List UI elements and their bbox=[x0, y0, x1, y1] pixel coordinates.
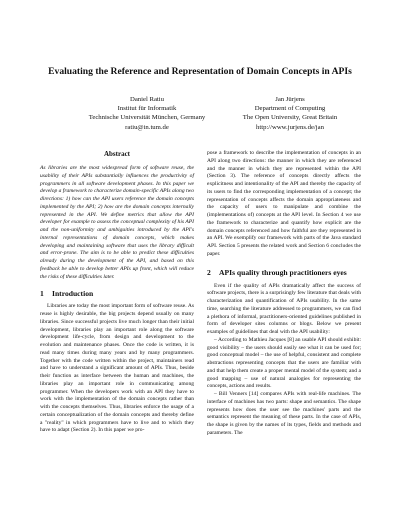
introduction-continued-paragraph: pose a framework to describe the implementation of concepts in an API along two directions: the manner in which they are referenced and the manner in which they are represented within the API (Section 3). The reference of concepts directly affects the explicitness and intentionality of the API and thereby the capacity of its users to find the corresponding implementation of a concept; the representation of concepts affects the domain appropriateness and the capacity of users to manipulate and combine the (implementations of) concepts at the API level. In Section 4 we use the framework to characterize and quantify how explicit are the domain concepts referenced and how faithful are they represented in an API. We exemplify our framework with parts of the Java standard API. Section 5 presents the related work and Section 6 concludes the paper. bbox=[207, 150, 361, 257]
section2-paragraph-1: Even if the quality of APIs dramatically affect the success of software projects, there is a surprisingly few literature that deals with characterization and quantification of APIs usability. In the same time, searching the literature addressed to programmers, we can find a plethora of informal, practitioners-oriented guidelines published in form of developer sites columns or blogs. Below we present examples of guidelines that deal with the API usability: bbox=[207, 282, 361, 335]
section-title: APIs quality through practitioners eyes bbox=[219, 267, 347, 277]
introduction-paragraph: Libraries are today the most important form of software reuse. As reuse is highly desirable, the big projects depend usually on many libraries. Since successful projects live much longer than their initial development, libraries play an important role along the software development life-cycle, from design and development to the evolution and maintenance phases. Once the code is written, it is read many times during many years and by many programmers. Together with the code written within the project, maintainers read and have to understand a significant amount of APIs. Thus, beside their function as interface between the human and machines, the libraries play an important role in communicating among programmer. When the developers work with an API they have to work with the implementation of the domain concepts rather than with the concepts themselves. Thus, libraries enforce the usage of a certain conceptualization of the domain concepts and thereby define a "reality" in which programmers have to live and to which they have to adapt (Section 2). In this paper we pro- bbox=[40, 303, 194, 434]
section-number: 2 bbox=[207, 267, 211, 277]
section2-paragraph-2: – According to Mathieu Jacques [8] an usable API should exhibit: good visibility – the users should easily see what it can be used for; good conceptual model – the use of helpful, consistent and complete abstractions representing concepts that the users are familiar with and that help them create a proper mental model of the system; and a good mapping – use of natural analogies for representing the concepts, actions and results. bbox=[207, 336, 361, 390]
section-number: 1 bbox=[40, 289, 44, 299]
section-heading-introduction bbox=[40, 289, 194, 299]
author-contact: http://www.jurjens.de/jan bbox=[256, 123, 324, 131]
paper-title: Evaluating the Reference and Representation of Domain Concepts in APIs bbox=[48, 66, 352, 77]
author-contact: ratiu@in.tum.de bbox=[125, 123, 169, 131]
right-column bbox=[207, 150, 361, 438]
abstract-text: As libraries are the most widespread form of software reuse, the usability of their APIs substantially influences the productivity of programmers in all software development phases. In this paper we develop a framework to characterize domain-specific APIs along two directions: 1) how can the API users reference the domain concepts implemented by the API; 2) how are the domain concepts internally represented in the API. We define metrics that allow the API developer for example to assess the conceptual complexity of his API and the non-uniformity and ambiguities introduced by the API's internal representations of domain concepts, which makes developing and maintaining software that uses the library difficult and error-prone. The aim is to be able to predict these difficulties already during the development of the API, and based on this feedback be able to develop better APIs up front, which will reduce the risks of these difficulties later. bbox=[40, 165, 194, 280]
author-name: Jan Jürjens bbox=[275, 96, 305, 103]
author-institution: The Open University, Great Britain bbox=[242, 114, 338, 122]
author-institution: Technische Universität München, Germany bbox=[88, 114, 206, 122]
section2-paragraph-3: – Bill Venners [14] compares APIs with real-life machines. The interface of machines has two parts: shape and semantics. The shape represents how does the user see the machines' parts and the semantics represent the meaning of these parts. In the case of APIs, the shape is given by the names of its types, fields and methods and parameters. The bbox=[207, 391, 361, 436]
left-column bbox=[40, 150, 194, 435]
abstract-heading: Abstract bbox=[103, 150, 131, 158]
author-affiliation: Department of Computing bbox=[254, 105, 326, 113]
author-name: Daniel Ratiu bbox=[130, 96, 164, 103]
author-affiliation: Institut für Informatik bbox=[117, 105, 177, 113]
section-heading-apis-quality bbox=[207, 268, 361, 278]
author-block-2 bbox=[215, 95, 365, 132]
author-block-1 bbox=[72, 95, 222, 132]
section-title: Introduction bbox=[52, 289, 94, 299]
